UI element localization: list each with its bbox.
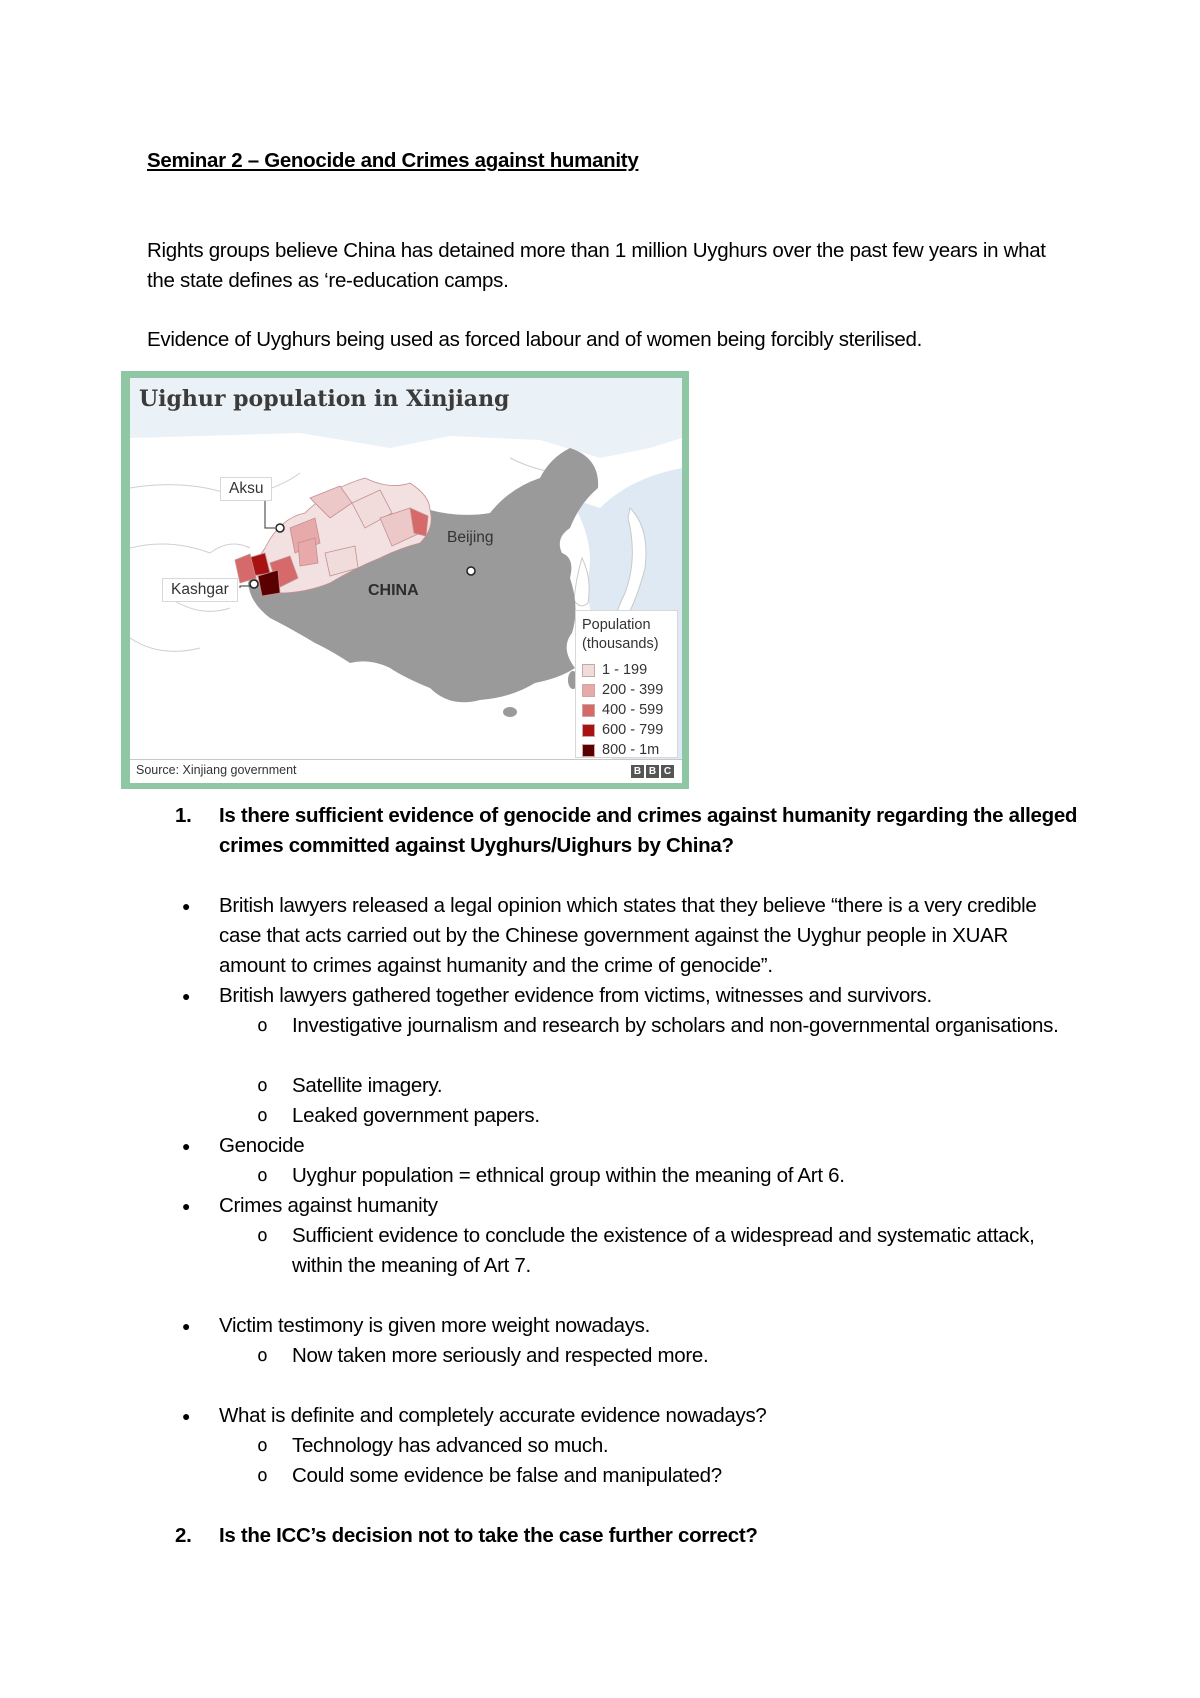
legend-item: 200 - 399 bbox=[582, 680, 677, 700]
map-footer bbox=[130, 759, 682, 783]
label-kashgar: Kashgar bbox=[162, 578, 238, 602]
question-text: Is there sufficient evidence of genocide and crimes against humanity regarding the alleged crimes committed against Uyghurs/Uighurs by China? bbox=[219, 804, 1078, 857]
bullet-icon: ● bbox=[182, 1198, 191, 1214]
bbc-logo: B B C bbox=[631, 765, 674, 778]
bullet-icon: ● bbox=[182, 1408, 191, 1424]
sub-bullet-icon: o bbox=[257, 1075, 268, 1096]
legend-item: 600 - 799 bbox=[582, 720, 677, 740]
sub-bullet-icon: o bbox=[257, 1225, 268, 1246]
legend-item: 1 - 199 bbox=[582, 660, 677, 680]
map-image bbox=[130, 378, 682, 783]
legend-title: Population (thousands) bbox=[582, 617, 659, 652]
question-number: 1. bbox=[175, 804, 192, 827]
map-figure bbox=[121, 371, 689, 789]
question-number: 2. bbox=[175, 1524, 192, 1547]
label-china: CHINA bbox=[368, 582, 419, 599]
legend-swatch bbox=[582, 744, 595, 757]
bullet-icon: ● bbox=[182, 1318, 191, 1334]
document-title: Seminar 2 – Genocide and Crimes against humanity bbox=[147, 149, 639, 172]
map-source: Source: Xinjiang government bbox=[136, 763, 297, 777]
question-text: Is the ICC’s decision not to take the case further correct? bbox=[219, 1524, 758, 1547]
legend-item: 400 - 599 bbox=[582, 700, 677, 720]
bullet-icon: ● bbox=[182, 898, 191, 914]
sub-bullet-icon: o bbox=[257, 1435, 268, 1456]
sub-bullet-icon: o bbox=[257, 1105, 268, 1126]
sub-bullet-icon: o bbox=[257, 1165, 268, 1186]
label-beijing: Beijing bbox=[447, 529, 494, 546]
label-aksu: Aksu bbox=[220, 477, 272, 501]
legend-swatch bbox=[582, 724, 595, 737]
intro-paragraph-2: Evidence of Uyghurs being used as forced labour and of women being forcibly sterilised. bbox=[147, 328, 922, 351]
intro-paragraph-1: Rights groups believe China has detained more than 1 million Uyghurs over the past few years in what the state defines as ‘re-education camps. bbox=[147, 239, 1046, 292]
sub-bullet-icon: o bbox=[257, 1465, 268, 1486]
sub-bullet-icon: o bbox=[257, 1345, 268, 1366]
map-title: Uighur population in Xinjiang bbox=[139, 386, 510, 412]
legend-swatch bbox=[582, 704, 595, 717]
document-page: Seminar 2 – Genocide and Crimes against humanity Rights groups believe China has detained more than 1 million Uyghurs over the past few years in what the state defines as ‘re-education camps. Evidence of Uyghurs being used as forced labour and of women being forcibly sterilised. Uighur population in Xinjiang Aksu Kashgar Beijing CHINA Population (thousands) 1 - 199 200 - 399 400 - 599 600 - 799 800 - 1m Source: Xinjiang government B B C 1. Is there sufficient evidence of genocide and crimes against humanity regarding the alleged crimes committed against Uyghurs/Uighurs by China? ● British lawyers released a legal opinion which states that they believe “there is a very credible case that acts carried out by the Chinese government against the Uyghur people in XUAR amount to crimes against humanity and the crime of genocide”. ● British lawyers gathered together evidence from victims, witnesses and survivors. o Investigative journalism and research by scholars and non-governmental organisations. o Satellite imagery. o Leaked government papers. ● Genocide o Uyghur population = ethnical group within the meaning of Art 6. ● Crimes against humanity o Sufficient evidence to conclude the existence of a widespread and systematic attack, within the meaning of Art 7. ● Victim testimony is given more weight nowadays. o Now taken more seriously and respected more. ● What is definite and completely accurate evidence nowadays? o Technology has advanced so much. o Could some evidence be false and manipulated? 2. Is the ICC’s decision not to take the case further correct? bbox=[0, 0, 1200, 1698]
legend-swatch bbox=[582, 684, 595, 697]
bullet-icon: ● bbox=[182, 988, 191, 1004]
sub-bullet-icon: o bbox=[257, 1015, 268, 1036]
legend-swatch bbox=[582, 664, 595, 677]
map-legend bbox=[575, 610, 678, 758]
legend-item: 800 - 1m bbox=[582, 740, 677, 760]
bullet-icon: ● bbox=[182, 1138, 191, 1154]
